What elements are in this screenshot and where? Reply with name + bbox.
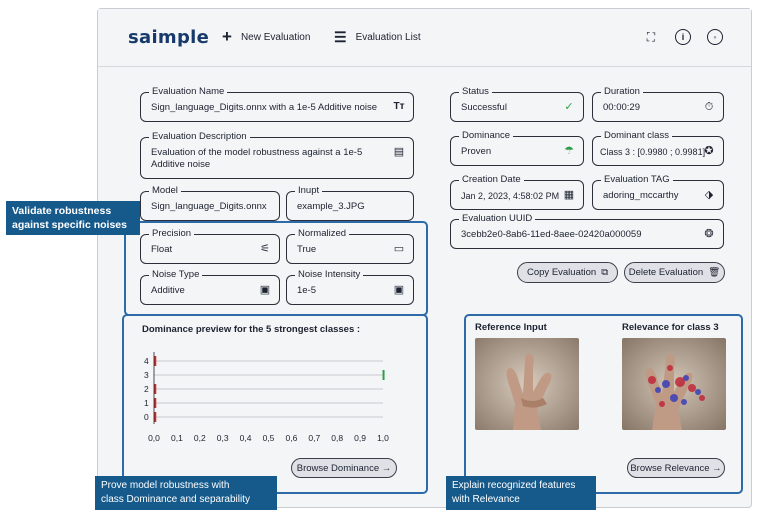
x-tick-label: 0,0: [148, 433, 160, 443]
duration-value: 00:00:29: [603, 102, 640, 113]
verified-badge-icon: ✪: [704, 145, 714, 157]
reference-input-title: Reference Input: [475, 322, 547, 333]
noise-type-value: Additive: [151, 285, 185, 296]
y-tick-label: 4: [144, 356, 149, 366]
evaluation-uuid-field[interactable]: [450, 213, 724, 249]
description-icon: ▤: [393, 146, 405, 158]
evaluation-description-value: Evaluation of the model robustness against a 1e-5 Additive noise: [151, 147, 363, 170]
evaluation-uuid-label: Evaluation UUID: [459, 213, 535, 225]
x-tick-label: 0,4: [239, 433, 252, 443]
precision-icon: ⚟: [260, 243, 270, 255]
precision-value: Float: [151, 244, 173, 255]
relevance-title: Relevance for class 3: [622, 322, 719, 333]
x-tick-label: 1,0: [377, 433, 389, 443]
x-tick-label: 0,7: [308, 433, 321, 443]
x-tick-label: 0,5: [262, 433, 275, 443]
x-tick-label: 0,6: [285, 433, 298, 443]
callout-dominance: Prove model robustness with class Dominance and separability: [95, 476, 277, 510]
normalize-icon: ▭: [393, 243, 405, 255]
copy-evaluation-label: Copy Evaluation: [527, 267, 597, 278]
delete-evaluation-button[interactable]: [624, 262, 725, 283]
dominance-field[interactable]: [450, 130, 584, 166]
fullscreen-icon[interactable]: ⛶: [646, 29, 656, 44]
fingerprint-icon: ❂: [704, 228, 714, 240]
y-tick-label: 0: [144, 412, 149, 422]
x-tick-label: 0,3: [216, 433, 229, 443]
list-icon: ☰: [334, 29, 347, 45]
status-field[interactable]: [450, 86, 584, 122]
evaluation-tag-value: adoring_mccarthy: [603, 190, 679, 201]
y-tick-label: 2: [144, 384, 149, 394]
y-tick-label: 1: [144, 398, 149, 408]
text-format-icon: Tт: [393, 101, 405, 112]
x-tick-label: 0,8: [331, 433, 344, 443]
dominant-class-field[interactable]: [592, 130, 724, 166]
noise-intensity-value: 1e-5: [297, 285, 317, 296]
tag-icon: ⬗: [704, 189, 714, 201]
dominant-class-value: Class 3 : [0.9980 ; 0.9981]: [600, 147, 706, 157]
evaluation-list-label: Evaluation List: [355, 31, 421, 43]
model-field[interactable]: [140, 185, 280, 221]
noise-type-field[interactable]: [140, 269, 280, 305]
copy-icon: ⧉: [601, 267, 608, 278]
plus-icon: +: [222, 27, 232, 46]
user-icon[interactable]: ◦: [707, 29, 723, 45]
noise-intensity-icon: ▣: [393, 284, 405, 296]
callout-noises: Validate robustness against specific noises: [6, 201, 140, 235]
new-evaluation-button[interactable]: [222, 27, 311, 46]
evaluation-description-field[interactable]: [140, 131, 414, 179]
dominant-class-label: Dominant class: [601, 130, 672, 142]
top-icons: [643, 29, 723, 45]
logo: saimple: [128, 27, 210, 48]
dominance-value: Proven: [461, 146, 492, 157]
creation-date-field[interactable]: [450, 174, 584, 210]
evaluation-name-field[interactable]: [140, 86, 414, 122]
browse-relevance-button[interactable]: [627, 458, 725, 478]
dominance-label: Dominance: [459, 130, 513, 142]
reference-input-image: [475, 338, 579, 430]
normalized-label: Normalized: [295, 228, 349, 240]
info-icon[interactable]: i: [675, 29, 691, 45]
evaluation-tag-label: Evaluation TAG: [601, 174, 673, 186]
evaluation-description-label: Evaluation Description: [149, 131, 250, 143]
noise-type-icon: ▣: [259, 284, 271, 296]
evaluation-list-button[interactable]: [334, 31, 421, 43]
new-evaluation-label: New Evaluation: [240, 31, 311, 43]
x-tick-label: 0,2: [193, 433, 206, 443]
input-label: Inupt: [295, 185, 322, 197]
app-window: [97, 8, 752, 508]
relevance-heatmap-image: [622, 338, 726, 430]
calendar-icon: ▦: [563, 189, 575, 201]
model-label: Model: [149, 185, 181, 197]
status-label: Status: [459, 86, 492, 98]
browse-relevance-label: Browse Relevance →: [630, 462, 722, 474]
top-bar: [98, 9, 751, 67]
evaluation-uuid-value: 3cebb2e0-8ab6-11ed-8aee-02420a000059: [461, 229, 642, 240]
x-tick-label: 0,1: [170, 433, 183, 443]
duration-field[interactable]: [592, 86, 724, 122]
noise-intensity-label: Noise Intensity: [295, 269, 363, 281]
creation-date-value: Jan 2, 2023, 4:58:02 PM: [461, 191, 560, 201]
dominance-chart-title: Dominance preview for the 5 strongest classes :: [142, 324, 361, 335]
delete-evaluation-label: Delete Evaluation: [628, 267, 704, 278]
evaluation-name-value: Sign_language_Digits.onnx with a 1e-5 Additive noise: [151, 102, 378, 113]
status-value: Successful: [461, 102, 507, 113]
input-value: example_3.JPG: [297, 201, 365, 212]
browse-dominance-button[interactable]: [291, 458, 397, 478]
model-value: Sign_language_Digits.onnx: [151, 201, 267, 212]
check-circle-icon: ✓: [564, 101, 574, 113]
browse-dominance-label: Browse Dominance →: [296, 462, 392, 474]
evaluation-name-label: Evaluation Name: [149, 86, 227, 98]
dominance-bar: [383, 370, 385, 380]
copy-evaluation-button[interactable]: [517, 262, 618, 283]
duration-label: Duration: [601, 86, 643, 98]
noise-type-label: Noise Type: [149, 269, 202, 281]
precision-field[interactable]: [140, 228, 280, 264]
precision-label: Precision: [149, 228, 194, 240]
input-field[interactable]: [286, 185, 414, 221]
dominance-chart: [138, 344, 408, 448]
normalized-value: True: [297, 244, 317, 255]
x-tick-label: 0,9: [354, 433, 367, 443]
evaluation-tag-field[interactable]: [592, 174, 724, 210]
trash-icon: 🗑: [708, 267, 721, 278]
umbrella-icon: ☂: [564, 145, 574, 157]
y-tick-label: 3: [144, 370, 149, 380]
stopwatch-icon: ⏱: [704, 101, 714, 113]
normalized-field[interactable]: [286, 228, 414, 264]
noise-intensity-field[interactable]: [286, 269, 414, 305]
creation-date-label: Creation Date: [459, 174, 524, 186]
callout-relevance: Explain recognized features with Relevance: [446, 476, 596, 510]
